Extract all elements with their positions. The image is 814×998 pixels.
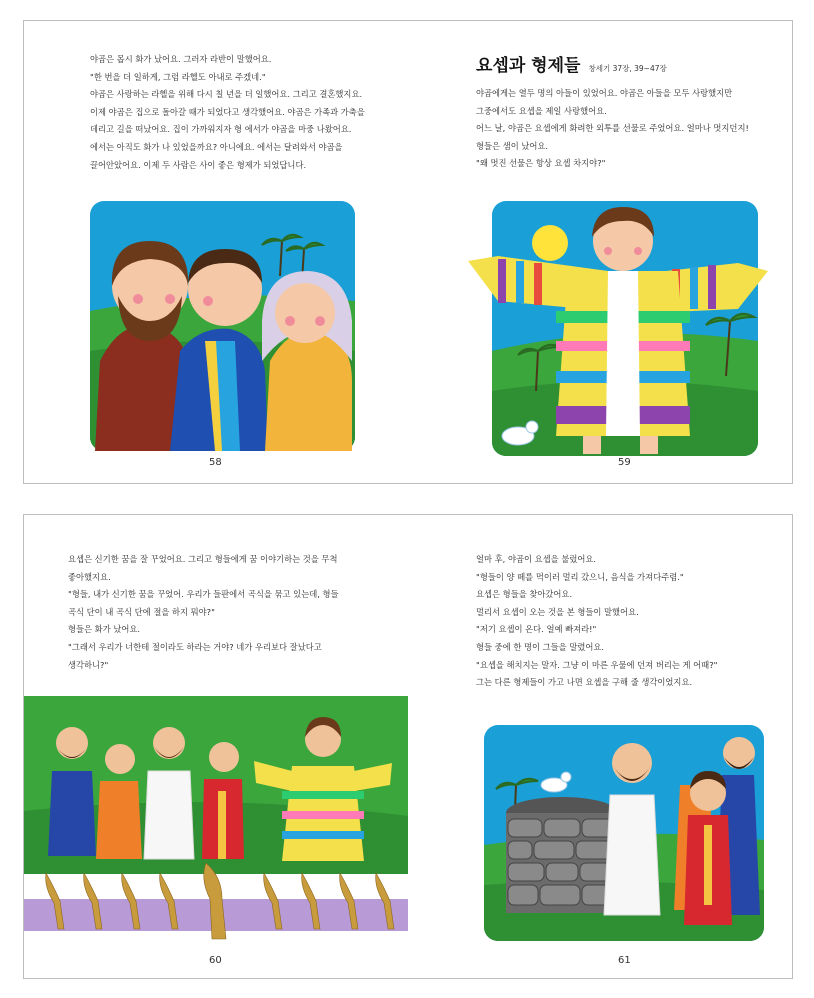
page-number: 58 xyxy=(209,457,222,468)
page-61-text xyxy=(476,551,717,692)
paragraph: 얼마 후, 야곱이 요셉을 불렀어요. xyxy=(476,554,597,564)
page-59-text xyxy=(476,85,749,173)
page-number: 59 xyxy=(618,457,631,468)
story-title: 요셉과 형제들 xyxy=(476,56,581,76)
paragraph: 에서는 아직도 화가 나 있었을까요? 아니에요. 에서는 달려와서 야곱을 xyxy=(90,141,343,152)
page-number: 60 xyxy=(209,955,222,966)
stone-well-icon xyxy=(506,797,618,913)
paragraph: "형들이 양 떼를 먹이러 멀리 갔으니, 음식을 가져다주렴." xyxy=(476,571,684,582)
scripture-reference: 창세기 37장, 39~47장 xyxy=(588,64,667,73)
page-60-text xyxy=(68,551,339,674)
paragraph: 이제 야곱은 집으로 돌아갈 때가 되었다고 생각했어요. 야곱은 가족과 가축을 xyxy=(90,106,365,117)
paragraph: 야곱은 몹시 화가 났어요. 그러자 라반이 말했어요. xyxy=(90,54,272,64)
book-spread-60-61 xyxy=(23,514,793,979)
page-58 xyxy=(24,21,408,483)
paragraph: 어느 날, 야곱은 요셉에게 화려한 외투를 선물로 주었어요. 얼마나 멋지던지! xyxy=(476,123,749,134)
paragraph: 형들은 화가 났어요. xyxy=(68,624,141,635)
page-number: 61 xyxy=(618,955,631,966)
paragraph: 형들 중에 한 명이 그들을 말렸어요. xyxy=(476,641,605,652)
paragraph: 요셉은 신기한 꿈을 잘 꾸었어요. 그리고 형들에게 꿈 이야기하는 것을 무척 xyxy=(68,554,338,564)
paragraph: 멀리서 요셉이 오는 것을 본 형들이 말했어요. xyxy=(476,606,639,617)
page-60 xyxy=(24,515,408,978)
illustration-well-scene xyxy=(484,725,766,943)
paragraph: 요셉은 형들을 찾아갔어요. xyxy=(476,589,573,600)
paragraph: 생각하니?" xyxy=(68,659,109,670)
paragraph: "저기 요셉이 온다. 얼예 빠져라!" xyxy=(476,624,597,635)
paragraph: 그중에서도 요셉을 제일 사랑했어요. xyxy=(476,105,607,116)
page-59 xyxy=(408,21,792,483)
illustration-joseph-brothers xyxy=(24,691,408,953)
paragraph: 데리고 길을 떠났어요. 집이 가까워지자 형 에서가 야곱을 마중 나왔어요. xyxy=(90,124,352,135)
paragraph: "형들, 내가 신기한 꿈을 꾸었어. 우리가 들판에서 곡식을 묶고 있는데, 형들 xyxy=(68,589,339,600)
story-heading xyxy=(476,51,667,76)
sun-icon xyxy=(532,225,568,261)
page-58-text xyxy=(90,51,365,174)
paragraph: "요셉을 해치지는 말자. 그냥 이 마른 우물에 던져 버리는 게 어때?" xyxy=(476,659,718,670)
paragraph: 그는 다른 형제들이 가고 나면 요셉을 구해 줄 생각이었지요. xyxy=(476,677,693,688)
paragraph: 좋아했지요. xyxy=(68,571,111,582)
page-61 xyxy=(408,515,792,978)
paragraph: "한 번을 더 일하게, 그럼 라헬도 아내로 주겠네." xyxy=(90,71,266,82)
illustration-jacob-esau-embrace xyxy=(90,201,360,453)
book-spread-58-59 xyxy=(23,20,793,484)
paragraph: 형들은 샘이 났어요. xyxy=(476,140,549,151)
paragraph: 야곱에게는 열두 명의 아들이 있었어요. 야곱은 아들을 모두 사랑했지만 xyxy=(476,88,733,98)
paragraph: 야곱은 사랑하는 라헬을 위해 다시 칠 년을 더 일했어요. 그리고 결혼했지요. xyxy=(90,89,363,100)
illustration-joseph-coat xyxy=(468,201,768,476)
paragraph: "왜 멋진 선물은 항상 요셉 차지야?" xyxy=(476,158,606,169)
paragraph: "그래서 우리가 너한테 절이라도 하라는 거야? 네가 우리보다 잘났다고 xyxy=(68,641,322,652)
paragraph: 끌어안았어요. 이제 두 사람은 사이 좋은 형제가 되었답니다. xyxy=(90,159,307,170)
paragraph: 곡식 단이 내 곡식 단에 절을 하지 뭐야?" xyxy=(68,606,215,617)
